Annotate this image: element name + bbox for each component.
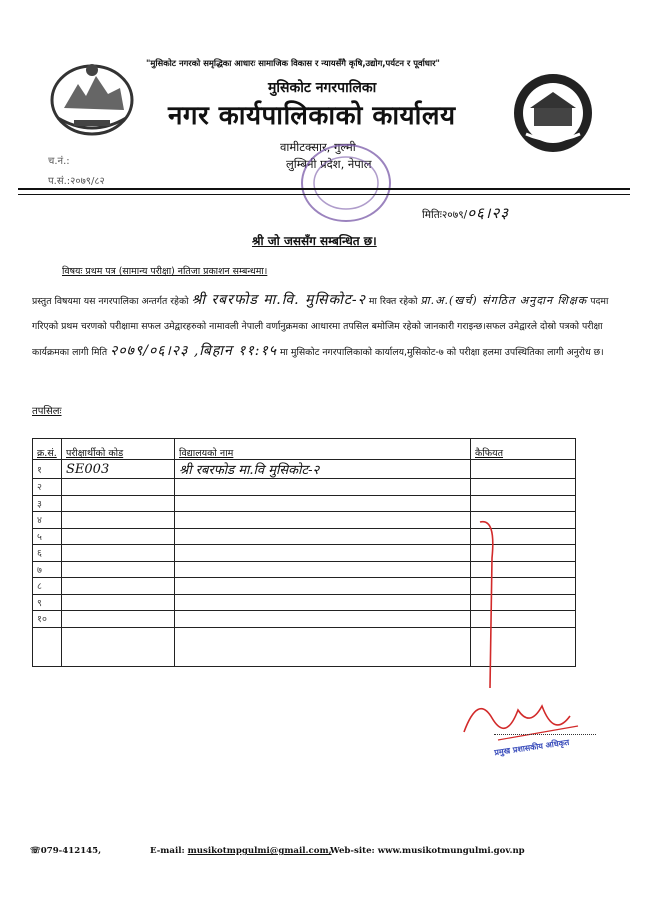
pen-mark-line — [476, 518, 516, 698]
cell-serial: ८ — [33, 578, 62, 595]
cell-school — [175, 528, 471, 545]
cell-code — [62, 561, 175, 578]
footer-email — [150, 846, 332, 856]
footer-website[interactable]: Web-site: www.musikotmungulmi.gov.np — [330, 846, 525, 856]
body-text-1: प्रस्तुत विषयमा यस नगरपालिका अन्तर्गत रहेको — [32, 296, 189, 307]
col-remarks: कैफियत — [471, 439, 576, 460]
cell-serial: १० — [33, 611, 62, 628]
cell-code: SE003 — [62, 460, 175, 479]
cell-code — [62, 627, 175, 666]
reference-number-label: च.नं.: — [48, 156, 70, 167]
cell-serial: ३ — [33, 495, 62, 512]
cell-serial: ६ — [33, 545, 62, 562]
letter-date — [422, 203, 509, 223]
body-text-4: मा मुसिकोट नगरपालिकाको कार्यालय,मुसिकोट-७ को परीक्षा हलमा उपस्थितिका लागी अनुरोध छ। — [279, 347, 604, 358]
header-divider-thin — [18, 194, 630, 195]
cell-school — [175, 611, 471, 628]
table-row — [33, 479, 576, 496]
table-header-row — [33, 439, 576, 460]
cell-code — [62, 545, 175, 562]
cell-school — [175, 495, 471, 512]
signature-line — [494, 734, 596, 735]
cell-serial: ७ — [33, 561, 62, 578]
school-name-handwritten: श्री रबरफोड मा.वि. मुसिकोट-२ — [191, 292, 366, 308]
cell-school — [175, 594, 471, 611]
cell-code — [62, 594, 175, 611]
cell-serial — [33, 627, 62, 666]
municipality-name: मुसिकोट नगरपालिका — [268, 80, 377, 96]
fiscal-year-number: प.सं.:२०७९/८२ — [48, 176, 105, 187]
address-line-2: लुम्बिनी प्रदेश, नेपाल — [286, 157, 372, 171]
col-school-name: विद्यालयको नाम — [175, 439, 471, 460]
cell-school — [175, 561, 471, 578]
cell-school — [175, 479, 471, 496]
salutation: श्री जो जससँग सम्बन्धित छ। — [252, 234, 377, 248]
post-name-handwritten: प्रा.अ.(खर्च) संगठित अनुदान शिक्षक — [420, 294, 588, 307]
cell-code — [62, 479, 175, 496]
letter-body — [32, 288, 636, 365]
cell-serial: १ — [33, 460, 62, 479]
subject-line: विषयः प्रथम पत्र (सामान्य परीक्षा) नतिजा प्रकाशन सम्बन्धमा। — [62, 266, 268, 277]
table-row — [33, 460, 576, 479]
cell-serial: ५ — [33, 528, 62, 545]
office-title: नगर कार्यपालिकाको कार्यालय — [168, 101, 456, 131]
header-divider — [18, 188, 630, 190]
office-stamp — [298, 140, 394, 226]
cell-serial: २ — [33, 479, 62, 496]
email-link[interactable]: musikotmpgulmi@gmail.com, — [187, 846, 332, 856]
municipality-seal-logo — [512, 72, 594, 154]
exam-datetime-handwritten: २०७९/०६।२३ ,बिहान ११:१५ — [110, 343, 278, 359]
cell-code — [62, 611, 175, 628]
cell-remarks — [471, 495, 576, 512]
table-row — [33, 495, 576, 512]
cell-code — [62, 495, 175, 512]
col-serial: क्र.सं. — [33, 439, 62, 460]
cell-code — [62, 528, 175, 545]
cell-school — [175, 512, 471, 529]
motto-text: "मुसिकोट नगरको समृद्धिका आधारः सामाजिक विकास र न्यायसँगै कृषि,उद्योग,पर्यटन र पूर्वाधार" — [146, 58, 440, 68]
cell-remarks — [471, 460, 576, 479]
cell-remarks — [471, 479, 576, 496]
cell-school: श्री रबरफोड मा.वि मुसिकोट-२ — [175, 460, 471, 479]
email-label: E-mail: — [150, 846, 185, 856]
cell-serial: ४ — [33, 512, 62, 529]
body-text-2: मा रिक्त रहेको — [368, 296, 418, 307]
officer-stamp: प्रमुख प्रशासकीय अधिकृत — [493, 737, 570, 758]
body-text-3: पदमा गरिएको प्रथम चरणको परीक्षामा सफल उमेद्वारहरुको नामावली नेपाली वर्णानुक्रमका आधारमा तपसिल बमोजिम रहेको जानकारी गराइन्छ।सफल उमेद्वारले दोस्रो पत्रको परीक्षा कार्यक्रमका लागी मिति — [32, 296, 609, 358]
date-handwritten: ०६।२३ — [467, 204, 510, 222]
cell-code — [62, 578, 175, 595]
cell-school — [175, 578, 471, 595]
date-label: मितिः२०७९/ — [422, 209, 468, 221]
details-label: तपसिलः — [32, 406, 62, 417]
cell-code — [62, 512, 175, 529]
cell-serial: ९ — [33, 594, 62, 611]
col-candidate-code: परीक्षार्थीको कोड — [62, 439, 175, 460]
address-line-1: वामीटक्सार, गुल्मी — [280, 140, 356, 154]
footer-phone: ☏079-412145, — [30, 846, 102, 856]
cell-school — [175, 627, 471, 666]
cell-school — [175, 545, 471, 562]
nepal-emblem-logo — [44, 58, 140, 140]
